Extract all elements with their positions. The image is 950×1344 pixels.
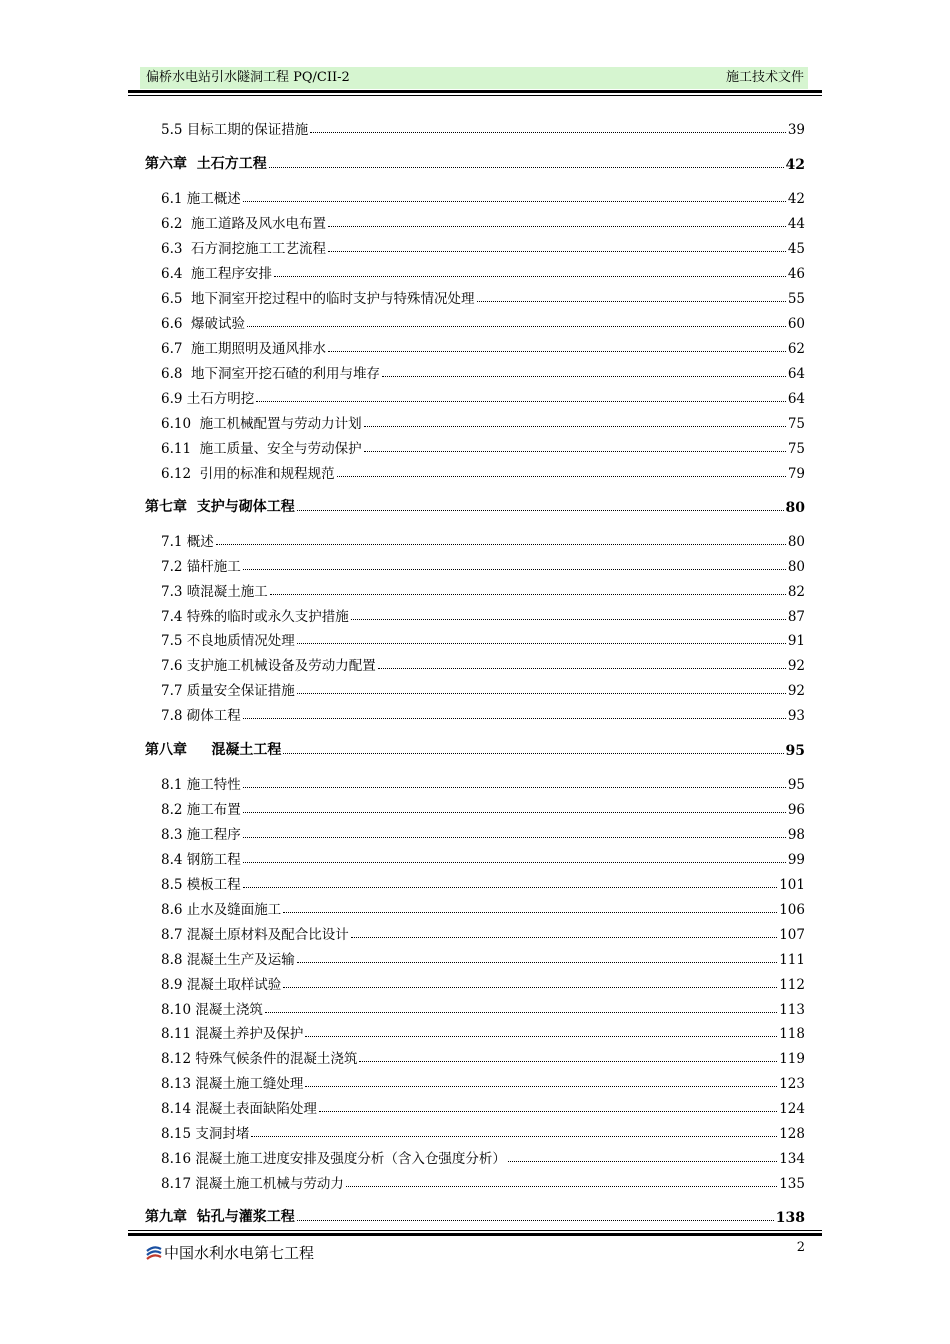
toc-entry-page: 39 [787, 122, 805, 138]
toc-leader-dots [243, 717, 786, 719]
toc-section-entry[interactable] [161, 946, 805, 968]
toc-section-entry[interactable] [161, 210, 805, 232]
toc-leader-dots [256, 400, 786, 402]
toc-entry-page: 75 [787, 416, 805, 432]
toc-leader-dots [477, 300, 786, 302]
toc-entry-page: 118 [779, 1026, 805, 1042]
toc-entry-page: 128 [779, 1126, 805, 1142]
toc-entry-title: 6.7 施工期照明及通风排水 [161, 341, 327, 357]
toc-entry-title: 8.1 施工特性 [161, 777, 241, 793]
footer-rule-thin [128, 1230, 822, 1231]
toc-entry-page: 98 [787, 827, 805, 843]
toc-leader-dots [243, 836, 786, 838]
toc-leader-dots [270, 593, 786, 595]
toc-entry-page: 80 [785, 500, 805, 516]
toc-entry-title: 8.16 混凝土施工进度安排及强度分析（含入仓强度分析） [161, 1151, 506, 1167]
toc-entry-title: 第七章 支护与砌体工程 [145, 499, 295, 515]
toc-leader-dots [243, 200, 786, 202]
toc-section-entry[interactable] [161, 335, 805, 357]
toc-section-entry[interactable] [161, 702, 805, 724]
toc-entry-page: 106 [779, 902, 805, 918]
toc-section-entry[interactable] [161, 821, 805, 843]
toc-leader-dots [319, 1110, 777, 1112]
toc-entry-page: 64 [787, 366, 805, 382]
toc-leader-dots [364, 450, 786, 452]
toc-entry-title: 7.8 砌体工程 [161, 708, 241, 724]
toc-entry-title: 6.11 施工质量、安全与劳动保护 [161, 441, 362, 457]
toc-entry-title: 6.2 施工道路及风水电布置 [161, 216, 327, 232]
toc-section-entry[interactable] [161, 896, 805, 918]
toc-leader-dots [243, 861, 786, 863]
toc-leader-dots [351, 618, 786, 620]
toc-section-entry[interactable] [161, 971, 805, 993]
toc-section-entry[interactable] [161, 235, 805, 257]
toc-leader-dots [305, 1085, 777, 1087]
toc-entry-title: 第六章 土石方工程 [145, 156, 267, 172]
toc-entry-title: 8.9 混凝土取样试验 [161, 977, 282, 993]
toc-section-entry[interactable] [161, 921, 805, 943]
toc-section-entry[interactable] [161, 1070, 805, 1092]
toc-entry-page: 111 [779, 952, 805, 968]
toc-leader-dots [216, 543, 786, 545]
toc-section-entry[interactable] [161, 1145, 805, 1167]
toc-entry-title: 8.14 混凝土表面缺陷处理 [161, 1101, 317, 1117]
toc-leader-dots [283, 986, 777, 988]
toc-section-entry[interactable] [161, 285, 805, 307]
toc-entry-page: 46 [787, 266, 805, 282]
toc-section-entry[interactable] [161, 578, 805, 600]
toc-section-entry[interactable] [161, 1170, 805, 1192]
toc-entry-title: 6.4 施工程序安排 [161, 266, 273, 282]
toc-leader-dots [328, 350, 786, 352]
toc-entry-title: 8.2 施工布置 [161, 802, 241, 818]
toc-entry-page: 92 [787, 658, 805, 674]
toc-chapter-entry[interactable] [145, 737, 805, 759]
toc-section-entry[interactable] [161, 310, 805, 332]
toc-chapter-entry[interactable] [145, 494, 805, 516]
toc-entry-page: 101 [779, 877, 805, 893]
toc-entry-page: 138 [775, 1210, 805, 1226]
toc-section-entry[interactable] [161, 996, 805, 1018]
toc-entry-title: 8.7 混凝土原材料及配合比设计 [161, 927, 349, 943]
toc-section-entry[interactable] [161, 185, 805, 207]
toc-leader-dots [243, 786, 786, 788]
toc-leader-dots [382, 375, 786, 377]
toc-entry-title: 6.5 地下洞室开挖过程中的临时支护与特殊情况处理 [161, 291, 475, 307]
header-title: 偏桥水电站引水隧洞工程 PQ/CII-2 [146, 70, 350, 85]
toc-leader-dots [251, 1135, 777, 1137]
toc-leader-dots [265, 1011, 777, 1013]
toc-entry-page: 55 [787, 291, 805, 307]
toc-entry-page: 124 [779, 1101, 805, 1117]
toc-entry-page: 107 [779, 927, 805, 943]
toc-section-entry[interactable] [161, 1045, 805, 1067]
toc-entry-page: 135 [779, 1176, 805, 1192]
toc-entry-page: 75 [787, 441, 805, 457]
toc-leader-dots [283, 911, 777, 913]
toc-entry-title: 7.3 喷混凝土施工 [161, 584, 268, 600]
toc-leader-dots [351, 936, 777, 938]
toc-leader-dots [243, 886, 777, 888]
toc-entry-title: 5.5 目标工期的保证措施 [161, 122, 309, 138]
footer-organization: 中国水利水电第七工程 [164, 1244, 315, 1262]
toc-leader-dots [269, 166, 784, 168]
toc-leader-dots [283, 752, 783, 754]
toc-leader-dots [305, 1035, 777, 1037]
toc-entry-page: 96 [787, 802, 805, 818]
toc-leader-dots [359, 1060, 777, 1062]
toc-entry-title: 7.5 不良地质情况处理 [161, 633, 295, 649]
toc-section-entry[interactable] [161, 410, 805, 432]
toc-entry-page: 95 [787, 777, 805, 793]
toc-section-entry[interactable] [161, 528, 805, 550]
toc-entry-page: 134 [779, 1151, 805, 1167]
footer-rule-thick [128, 1233, 822, 1236]
toc-section-entry[interactable] [161, 652, 805, 674]
toc-chapter-entry[interactable] [145, 1204, 805, 1226]
header-doc-type: 施工技术文件 [725, 70, 804, 85]
toc-entry-title: 8.10 混凝土浇筑 [161, 1002, 263, 1018]
toc-leader-dots [297, 1219, 774, 1221]
toc-leader-dots [378, 667, 786, 669]
toc-entry-page: 113 [779, 1002, 805, 1018]
toc-entry-page: 99 [787, 852, 805, 868]
toc-entry-title: 6.3 石方洞挖施工工艺流程 [161, 241, 327, 257]
toc-leader-dots [247, 325, 786, 327]
toc-section-entry[interactable] [161, 360, 805, 382]
toc-section-entry[interactable] [161, 1120, 805, 1142]
toc-section-entry[interactable] [161, 1095, 805, 1117]
toc-entry-title: 第九章 钻孔与灌浆工程 [145, 1209, 295, 1225]
toc-entry-title: 6.6 爆破试验 [161, 316, 246, 332]
toc-entry-page: 80 [787, 559, 805, 575]
toc-entry-title: 7.6 支护施工机械设备及劳动力配置 [161, 658, 376, 674]
toc-entry-page: 87 [787, 609, 805, 625]
toc-entry-title: 8.5 模板工程 [161, 877, 241, 893]
toc-entry-title: 7.2 锚杆施工 [161, 559, 241, 575]
toc-section-entry[interactable] [161, 677, 805, 699]
toc-section-entry[interactable] [161, 796, 805, 818]
toc-entry-page: 42 [787, 191, 805, 207]
toc-leader-dots [243, 568, 786, 570]
toc-entry-page: 79 [787, 466, 805, 482]
toc-section-entry[interactable] [161, 116, 805, 138]
toc-section-entry[interactable] [161, 603, 805, 625]
toc-entry-title: 8.12 特殊气候条件的混凝土浇筑 [161, 1051, 358, 1067]
toc-entry-page: 92 [787, 683, 805, 699]
toc-entry-title: 8.3 施工程序 [161, 827, 241, 843]
toc-entry-page: 62 [787, 341, 805, 357]
toc-leader-dots [508, 1160, 777, 1162]
toc-chapter-entry[interactable] [145, 151, 805, 173]
toc-entry-page: 95 [785, 743, 805, 759]
toc-entry-title: 6.9 土石方明挖 [161, 391, 255, 407]
toc-entry-title: 8.8 混凝土生产及运输 [161, 952, 295, 968]
toc-section-entry[interactable] [161, 627, 805, 649]
toc-entry-page: 64 [787, 391, 805, 407]
toc-leader-dots [243, 811, 786, 813]
toc-entry-title: 8.17 混凝土施工机械与劳动力 [161, 1176, 344, 1192]
toc-entry-title: 8.13 混凝土施工缝处理 [161, 1076, 304, 1092]
toc-leader-dots [274, 275, 786, 277]
toc-entry-title: 6.12 引用的标准和规程规范 [161, 466, 335, 482]
company-logo-icon [145, 1244, 163, 1262]
toc-leader-dots [297, 642, 786, 644]
toc-entry-title: 6.1 施工概述 [161, 191, 241, 207]
toc-leader-dots [297, 961, 777, 963]
toc-leader-dots [337, 475, 786, 477]
toc-leader-dots [346, 1185, 777, 1187]
toc-section-entry[interactable] [161, 871, 805, 893]
toc-leader-dots [310, 131, 786, 133]
toc-entry-title: 7.7 质量安全保证措施 [161, 683, 295, 699]
toc-entry-title: 6.8 地下洞室开挖石碴的利用与堆存 [161, 366, 381, 382]
toc-leader-dots [297, 692, 786, 694]
toc-entry-page: 45 [787, 241, 805, 257]
toc-section-entry[interactable] [161, 385, 805, 407]
toc-section-entry[interactable] [161, 1020, 805, 1042]
toc-section-entry[interactable] [161, 260, 805, 282]
page-number: 2 [796, 1240, 805, 1255]
toc-entry-title: 8.11 混凝土养护及保护 [161, 1026, 304, 1042]
toc-section-entry[interactable] [161, 553, 805, 575]
toc-entry-page: 93 [787, 708, 805, 724]
toc-entry-page: 123 [779, 1076, 805, 1092]
toc-entry-page: 112 [779, 977, 805, 993]
toc-entry-title: 7.1 概述 [161, 534, 214, 550]
toc-section-entry[interactable] [161, 460, 805, 482]
toc-section-entry[interactable] [161, 771, 805, 793]
toc-section-entry[interactable] [161, 435, 805, 457]
toc-entry-title: 8.4 钢筋工程 [161, 852, 241, 868]
toc-entry-title: 8.6 止水及缝面施工 [161, 902, 282, 918]
toc-leader-dots [328, 225, 786, 227]
toc-entry-title: 7.4 特殊的临时或永久支护措施 [161, 609, 349, 625]
toc-section-entry[interactable] [161, 846, 805, 868]
toc-leader-dots [364, 425, 786, 427]
toc-entry-page: 80 [787, 534, 805, 550]
toc-entry-page: 91 [787, 633, 805, 649]
toc-entry-page: 42 [785, 157, 805, 173]
toc-entry-page: 82 [787, 584, 805, 600]
toc-entry-title: 6.10 施工机械配置与劳动力计划 [161, 416, 362, 432]
toc-entry-page: 44 [787, 216, 805, 232]
toc-leader-dots [297, 509, 784, 511]
toc-entry-title: 第八章 混凝土工程 [145, 742, 282, 758]
toc-leader-dots [328, 250, 786, 252]
toc-entry-title: 8.15 支洞封堵 [161, 1126, 250, 1142]
toc-entry-page: 60 [787, 316, 805, 332]
toc-entry-page: 119 [779, 1051, 805, 1067]
